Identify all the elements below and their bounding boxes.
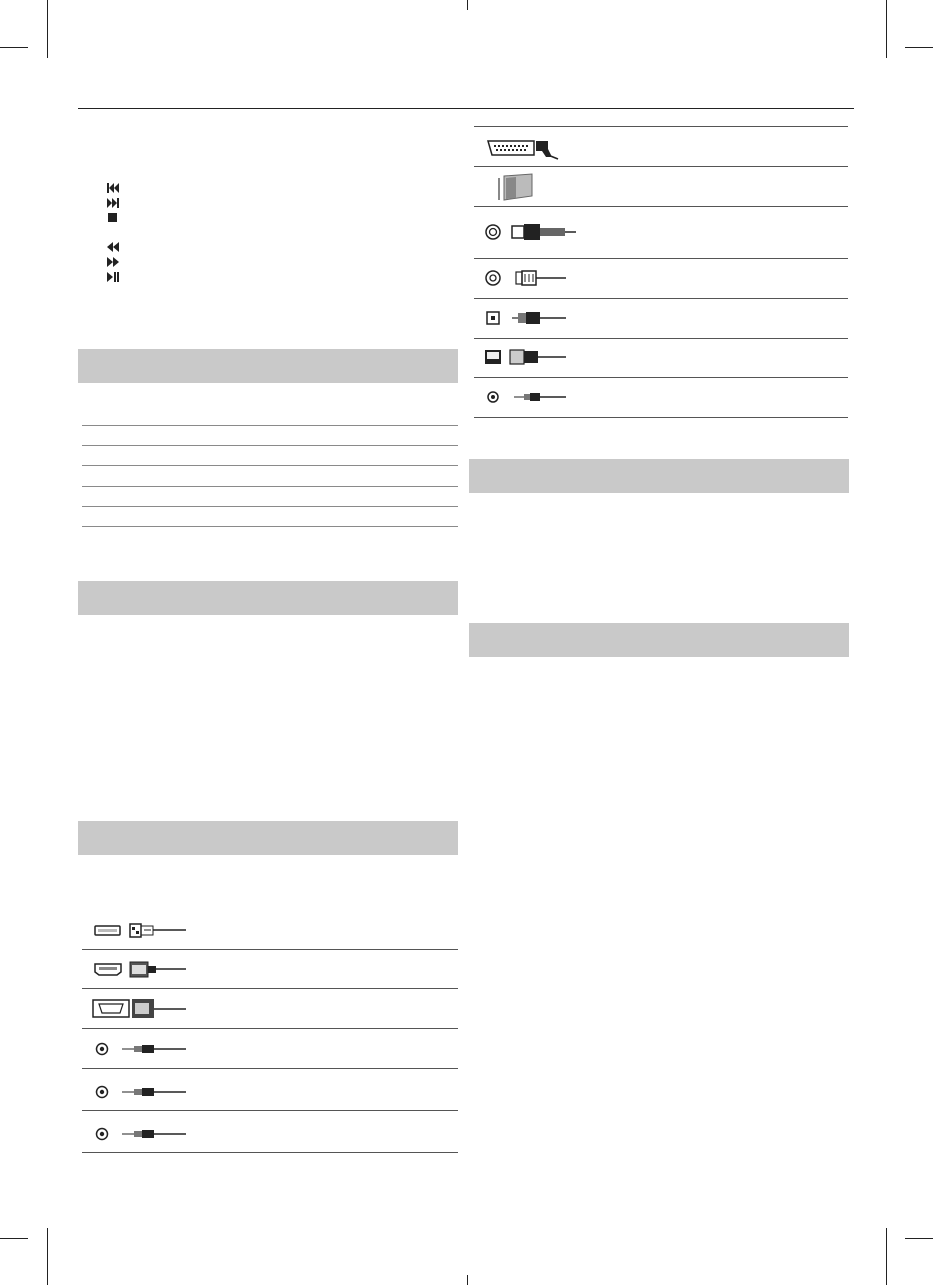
play-pause-icon bbox=[106, 271, 120, 283]
crop-mark bbox=[886, 0, 887, 58]
connector-row bbox=[474, 206, 848, 259]
connector-row bbox=[474, 298, 848, 339]
skip-next-icon bbox=[106, 197, 120, 209]
section-band bbox=[78, 581, 458, 615]
headphone-jack-icon bbox=[486, 389, 579, 405]
crop-mark bbox=[0, 1238, 28, 1239]
rca-port-icon bbox=[484, 268, 579, 290]
scart-port-icon bbox=[486, 137, 571, 161]
connector-row bbox=[474, 127, 848, 167]
vga-port-icon bbox=[92, 998, 189, 1020]
connector-row bbox=[474, 166, 848, 207]
crop-mark bbox=[0, 47, 28, 48]
connector-row bbox=[474, 258, 848, 299]
table-divider bbox=[82, 465, 458, 466]
header-rule bbox=[78, 108, 854, 109]
hdmi-port-icon bbox=[94, 960, 189, 980]
section-band bbox=[469, 459, 849, 493]
optical-port-icon bbox=[486, 310, 579, 328]
crop-mark bbox=[905, 1238, 933, 1239]
table-divider bbox=[82, 526, 458, 527]
crop-mark bbox=[905, 47, 933, 48]
section-band bbox=[78, 349, 458, 383]
connector-row bbox=[82, 910, 458, 950]
crop-mark bbox=[47, 0, 48, 58]
connector-row bbox=[82, 949, 458, 989]
audio-jack-icon bbox=[94, 1126, 189, 1142]
connector-row bbox=[474, 338, 848, 378]
audio-jack-icon bbox=[94, 1041, 189, 1057]
section-band bbox=[78, 821, 458, 855]
stop-icon bbox=[106, 212, 120, 224]
section-band bbox=[469, 623, 849, 657]
table-divider bbox=[82, 506, 458, 507]
crop-mark bbox=[467, 1275, 468, 1285]
crop-mark bbox=[467, 0, 468, 10]
ci-slot-icon bbox=[496, 172, 536, 202]
antenna-port-icon bbox=[484, 222, 579, 244]
lan-port-icon bbox=[484, 348, 579, 368]
connector-row bbox=[82, 1068, 458, 1111]
connector-row bbox=[82, 988, 458, 1029]
skip-previous-icon bbox=[106, 182, 120, 194]
fast-forward-icon bbox=[106, 256, 120, 268]
table-divider bbox=[82, 486, 458, 487]
usb-port-icon bbox=[94, 922, 189, 940]
audio-jack-icon bbox=[94, 1084, 189, 1100]
crop-mark bbox=[886, 1228, 887, 1285]
crop-mark bbox=[47, 1228, 48, 1285]
connector-row bbox=[474, 377, 848, 418]
table-divider bbox=[82, 445, 458, 446]
rewind-icon bbox=[106, 241, 120, 253]
connector-row bbox=[82, 1028, 458, 1069]
connector-row bbox=[82, 1110, 458, 1153]
table-divider bbox=[82, 425, 458, 426]
